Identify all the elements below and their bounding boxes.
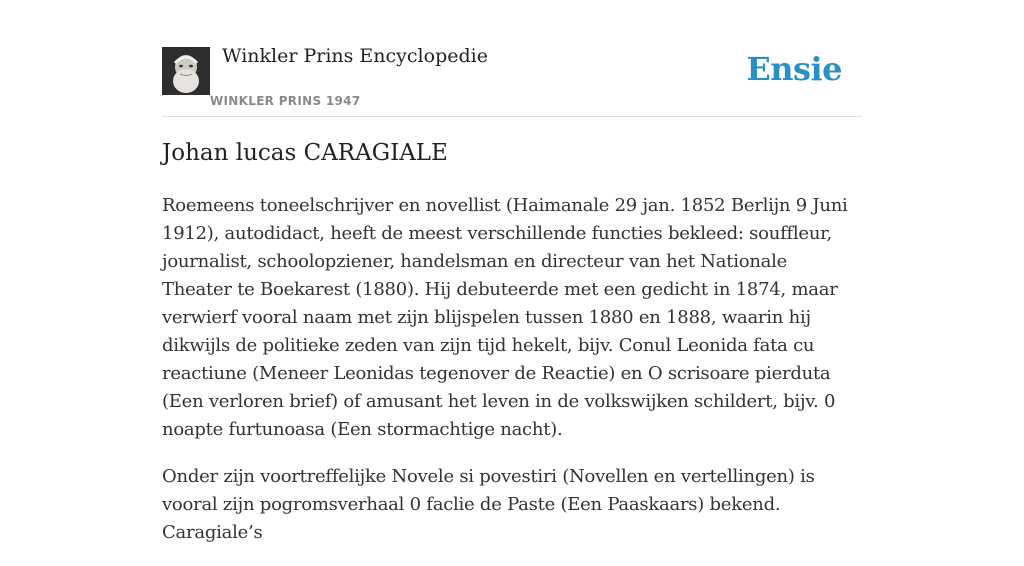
avatar[interactable]: [162, 47, 210, 95]
article-paragraph: Onder zijn voortreffelijke Novele si povestiri (Novellen en vertellingen) is vooral zijn pogromsverhaal 0 faclie de Paste (Een Paaskaars) bekend. Caragiale’s: [162, 466, 815, 543]
source-header: [162, 0, 862, 117]
source-edition[interactable]: WINKLER PRINS 1947: [210, 94, 361, 108]
source-name[interactable]: Winkler Prins Encyclopedie: [222, 45, 488, 67]
article-body: [162, 192, 862, 566]
article-paragraph: Roemeens toneelschrijver en novellist (Haimanale 29 jan. 1852 Berlijn 9 Juni 1912), autodidact, heeft de meest verschillende functies bekleed: souffleur, journalist, schoolopziener, handelsman en directeur van het Nationale Theater te Boekarest (1880). Hij debuteerde met een gedicht in 1874, maar verwierf vooral naam met zijn blijspelen tussen 1880 en 1888, waarin hij dikwijls de politieke zeden van zijn tijd hekelt, bijv. Conul Leonida fata cu reactiune (Meneer Leonidas tegenover de Reactie) en O scrisoare pierduta (Een verloren brief) of amusant het leven in de volkswijken schildert, bijv. 0 noapte furtunoasa (Een stormachtige nacht).: [162, 195, 848, 440]
article-title: Johan lucas CARAGIALE: [162, 140, 448, 166]
article-container: [162, 0, 862, 543]
portrait-avatar-icon: [162, 47, 210, 95]
brand-logo[interactable]: Ensie: [746, 50, 842, 88]
